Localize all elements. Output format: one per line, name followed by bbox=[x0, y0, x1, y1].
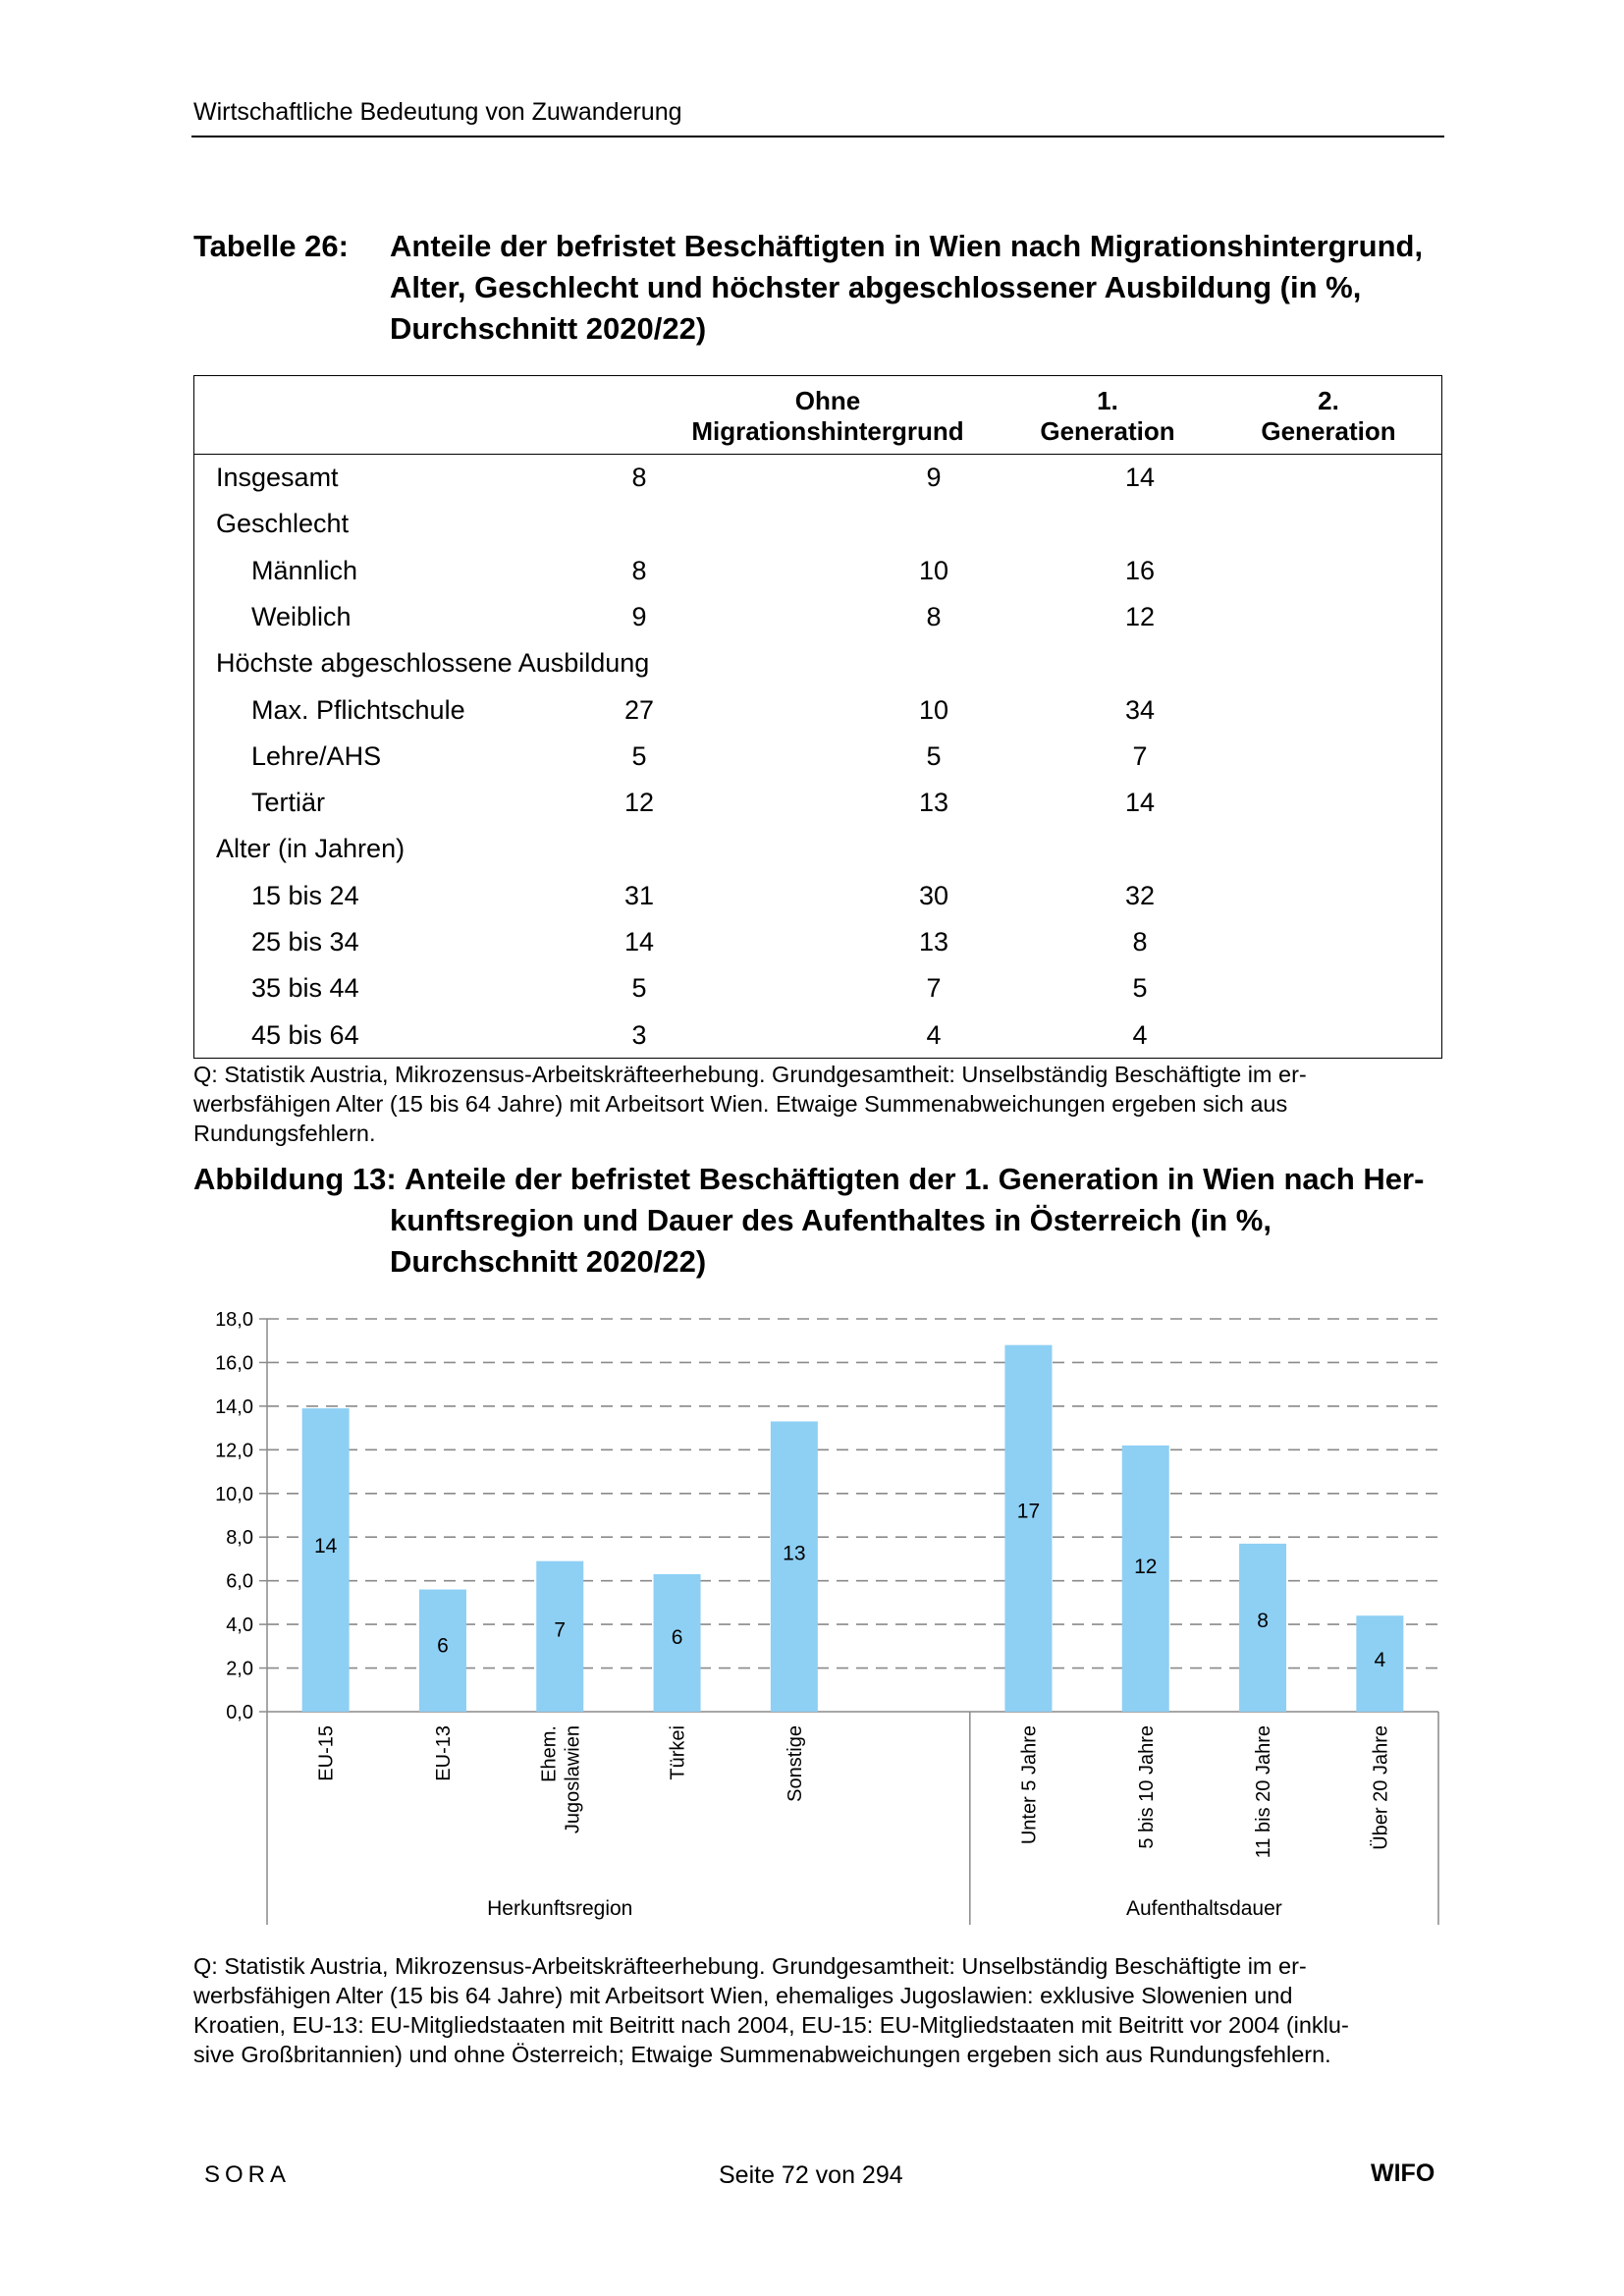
table-row-label: Insgesamt bbox=[216, 463, 339, 492]
group-label: Herkunftsregion bbox=[487, 1897, 633, 1920]
table-cell: 3 bbox=[631, 1019, 647, 1050]
table-cell: 5 bbox=[926, 740, 942, 771]
table-row-label: 15 bis 24 bbox=[251, 880, 359, 910]
header-rule bbox=[191, 136, 1444, 137]
table-cell: 14 bbox=[623, 927, 655, 957]
table-cell: 8 bbox=[631, 463, 647, 492]
y-tick-label: 16,0 bbox=[215, 1352, 253, 1375]
table-cell: 13 bbox=[918, 927, 949, 957]
y-tick-label: 14,0 bbox=[215, 1395, 253, 1418]
table-row-label: Max. Pflichtschule bbox=[251, 694, 465, 725]
page-number: Seite 72 von 294 bbox=[719, 2161, 903, 2189]
bar-chart bbox=[187, 1296, 1453, 1925]
table-cell: 4 bbox=[926, 1019, 942, 1050]
bar-data-label: 6 bbox=[671, 1626, 683, 1649]
table-group-label: Höchste abgeschlossene Ausbildung bbox=[216, 648, 650, 679]
table-caption-label: Tabelle 26: bbox=[193, 229, 349, 263]
wifo-logo: WIFO bbox=[1371, 2159, 1435, 2187]
category-label: Ehem. bbox=[538, 1725, 561, 1782]
category-label: Unter 5 Jahre bbox=[1018, 1725, 1041, 1845]
bar-data-label: 12 bbox=[1134, 1555, 1158, 1578]
table-cell: 7 bbox=[926, 973, 942, 1004]
table-cell: 30 bbox=[918, 880, 949, 910]
table-cell: 32 bbox=[1124, 880, 1156, 910]
figure-caption-label: Abbildung 13: bbox=[193, 1162, 397, 1196]
category-label: Über 20 Jahre bbox=[1370, 1725, 1392, 1850]
category-label: EU-13 bbox=[432, 1725, 455, 1781]
category-label: Jugoslawien bbox=[562, 1725, 584, 1834]
data-table bbox=[193, 375, 1442, 1059]
y-tick-label: 8,0 bbox=[226, 1527, 253, 1550]
footer-sora: SORA bbox=[204, 2161, 292, 2188]
bar-data-label: 13 bbox=[783, 1542, 806, 1565]
y-tick-label: 10,0 bbox=[215, 1483, 253, 1505]
table-cell: 8 bbox=[926, 601, 942, 631]
table-row-label: Tertiär bbox=[251, 788, 326, 818]
bar-data-label: 14 bbox=[313, 1535, 338, 1558]
table-cell: 12 bbox=[1124, 601, 1156, 631]
y-tick-label: 2,0 bbox=[226, 1658, 253, 1680]
table-header-rule bbox=[194, 454, 1441, 455]
category-label: EU-15 bbox=[315, 1725, 338, 1781]
table-cell: 34 bbox=[1124, 694, 1156, 725]
table-row-label: 35 bis 44 bbox=[251, 973, 359, 1004]
table-cell: 9 bbox=[631, 601, 647, 631]
column-header-2gen: 2. Generation bbox=[1261, 386, 1396, 446]
y-tick-label: 6,0 bbox=[226, 1570, 253, 1593]
figure-caption-line2: kunftsregion und Dauer des Aufenthaltes in Österreich (in %, bbox=[390, 1203, 1272, 1237]
category-label: 5 bis 10 Jahre bbox=[1135, 1725, 1158, 1849]
running-header: Wirtschaftliche Bedeutung von Zuwanderung bbox=[193, 98, 682, 126]
category-label: 11 bis 20 Jahre bbox=[1253, 1725, 1275, 1859]
bar-data-label: 4 bbox=[1374, 1649, 1386, 1672]
table-row-label: 25 bis 34 bbox=[251, 927, 359, 957]
table-caption-line3: Durchschnitt 2020/22) bbox=[390, 311, 707, 346]
bar bbox=[1122, 1446, 1169, 1712]
bar bbox=[771, 1421, 818, 1712]
column-header-1gen: 1. Generation bbox=[1040, 386, 1175, 446]
table-row-label: Weiblich bbox=[251, 601, 352, 631]
figure-caption-line1: Anteile der befristet Beschäftigten der 1. Generation in Wien nach Her- bbox=[405, 1162, 1425, 1196]
table-cell: 5 bbox=[1132, 973, 1148, 1004]
y-tick-label: 18,0 bbox=[215, 1309, 253, 1331]
table-cell: 4 bbox=[1132, 1019, 1148, 1050]
figure-source-note: Q: Statistik Austria, Mikrozensus-Arbeitskräfteerhebung. Grundgesamtheit: Unselbständig Beschäftigte im er- werbsfähigen Alter (15 bis 64 Jahre) mit Arbeitsort Wien, ehemaliges Jugoslawien: exklusive Slowenien und Kroatien, EU-13: EU-Mitgliedstaaten mit Beitritt nach 2004, EU-15: EU-Mitgliedstaaten mit Beitritt vor 2004 (inklu- sive Großbritannien) und ohne Österreich; Etwaige Summenabweichungen ergeben sich aus Rundungsfehlern. bbox=[193, 1953, 1349, 2067]
table-cell: 7 bbox=[1132, 740, 1148, 771]
bar bbox=[1004, 1345, 1052, 1712]
table-cell: 5 bbox=[631, 740, 647, 771]
bar-data-label: 17 bbox=[1016, 1500, 1041, 1523]
table-caption-line2: Alter, Geschlecht und höchster abgeschlossener Ausbildung (in %, bbox=[390, 270, 1362, 304]
category-label: Türkei bbox=[667, 1725, 689, 1780]
table-cell: 16 bbox=[1124, 555, 1156, 585]
table-source-note: Q: Statistik Austria, Mikrozensus-Arbeitskräfteerhebung. Grundgesamtheit: Unselbständig Beschäftigte im er- werbsfähigen Alter (15 bis 64 Jahre) mit Arbeitsort Wien. Etwaige Summenabweichungen ergeben sich aus Rundungsfehlern. bbox=[193, 1062, 1307, 1146]
table-cell: 9 bbox=[926, 463, 942, 492]
table-cell: 14 bbox=[1124, 788, 1156, 818]
table-caption-line1: Anteile der befristet Beschäftigten in Wien nach Migrationshintergrund, bbox=[390, 229, 1424, 263]
bar bbox=[302, 1408, 350, 1712]
table-cell: 8 bbox=[1132, 927, 1148, 957]
bar-data-label: 8 bbox=[1257, 1609, 1269, 1632]
table-row-label: 45 bis 64 bbox=[251, 1019, 359, 1050]
y-tick-label: 4,0 bbox=[226, 1614, 253, 1637]
table-cell: 8 bbox=[631, 555, 647, 585]
y-tick-label: 0,0 bbox=[226, 1702, 253, 1723]
table-cell: 10 bbox=[918, 555, 949, 585]
table-cell: 12 bbox=[623, 788, 655, 818]
category-label: Sonstige bbox=[784, 1725, 806, 1802]
group-label: Aufenthaltsdauer bbox=[1126, 1897, 1282, 1920]
table-row-label: Lehre/AHS bbox=[251, 740, 382, 771]
figure-caption-line3: Durchschnitt 2020/22) bbox=[390, 1244, 707, 1279]
bar-data-label: 7 bbox=[554, 1618, 567, 1642]
y-tick-label: 12,0 bbox=[215, 1440, 253, 1462]
table-cell: 10 bbox=[918, 694, 949, 725]
table-cell: 5 bbox=[631, 973, 647, 1004]
table-row-label: Männlich bbox=[251, 555, 358, 585]
column-header-ohne: Ohne Migrationshintergrund bbox=[691, 386, 964, 446]
table-group-label: Alter (in Jahren) bbox=[216, 834, 406, 864]
table-cell: 13 bbox=[918, 788, 949, 818]
bar-data-label: 6 bbox=[437, 1634, 449, 1658]
table-cell: 27 bbox=[623, 694, 655, 725]
table-cell: 31 bbox=[623, 880, 655, 910]
table-cell: 14 bbox=[1124, 463, 1156, 492]
table-group-label: Geschlecht bbox=[216, 509, 350, 539]
